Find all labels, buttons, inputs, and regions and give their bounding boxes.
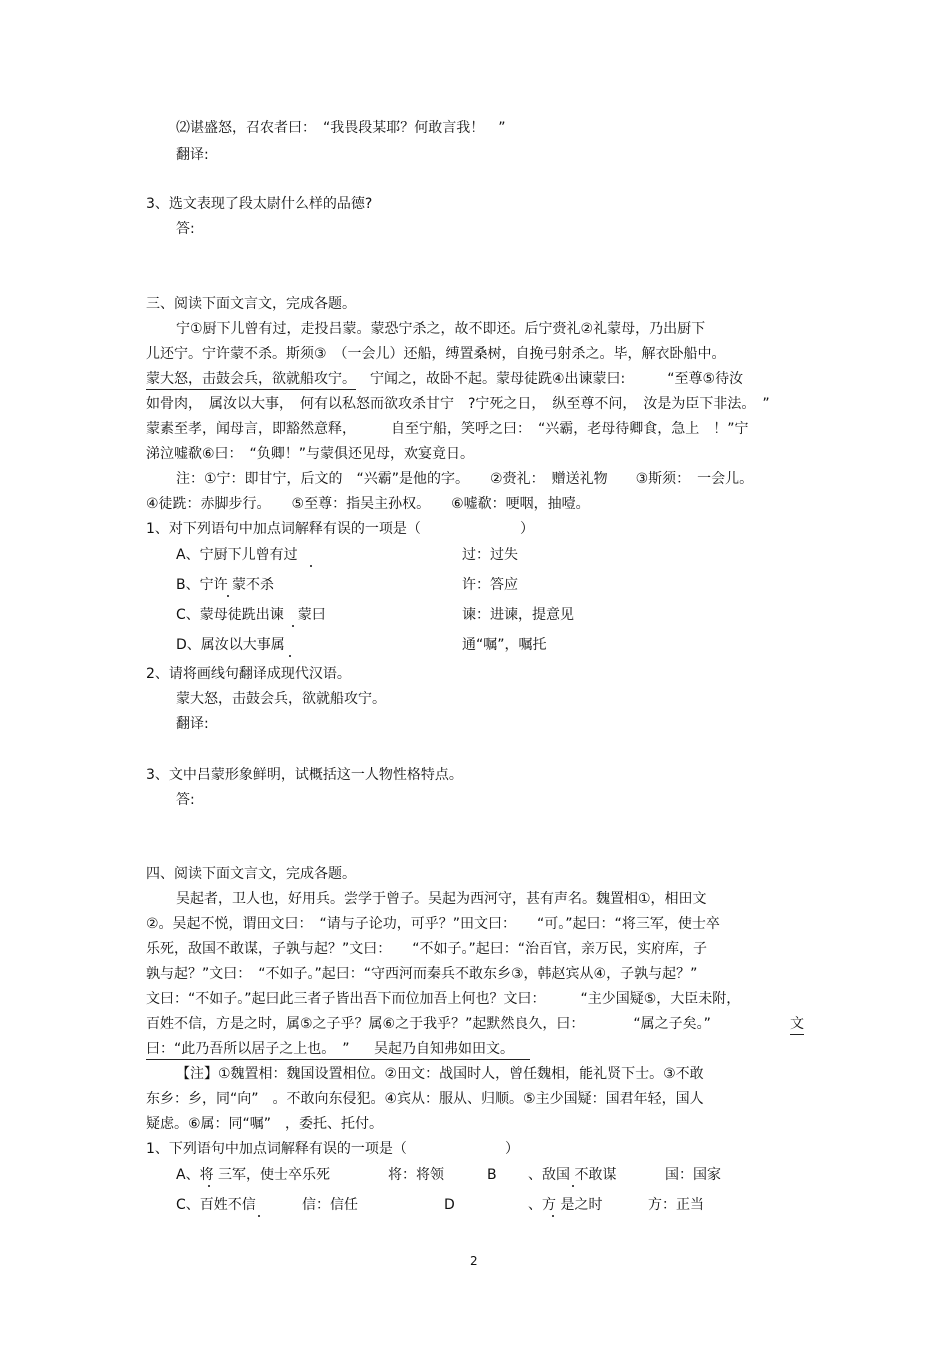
question-1: 1、下列语句中加点词解释有误的一项是（ xyxy=(146,1141,407,1157)
section-heading-3: 三、阅读下面文言文，完成各题。 xyxy=(146,296,356,312)
option-b-gloss: 国：国家 xyxy=(665,1167,721,1183)
option-a-gloss: 将：将领 xyxy=(388,1167,444,1183)
translate-label: 翻译: xyxy=(176,716,209,732)
passage-line: 蒙素至孝，闻母言，即豁然意释， 自至宁船，笑呼之曰： “兴霸，老母待卿食，急上 ！”宁 xyxy=(146,421,749,437)
option-b: B、宁许 蒙不杀 xyxy=(176,577,275,593)
option-a-gloss: 过：过失 xyxy=(462,547,518,563)
option-c-gloss: 谏：进谏，提意见 xyxy=(462,607,574,623)
option-a: A、宁厨下儿曾有过 xyxy=(176,547,298,563)
passage-line: 宁①厨下儿曾有过，走投吕蒙。蒙恐宁杀之，故不即还。后宁赍礼②礼蒙母，乃出厨下 xyxy=(176,321,706,337)
question-1: 1、对下列语句中加点词解释有误的一项是（ xyxy=(146,521,421,537)
option-c-gloss: 信：信任 xyxy=(302,1197,358,1213)
note-line: 注：①宁：即甘宁，后文的 “兴霸”是他的字。 ②赍礼： 赠送礼物 ③斯须： 一会儿。 xyxy=(176,471,754,487)
note-line: 疑虑。⑥属：同“嘱” ，委托、托付。 xyxy=(146,1116,384,1132)
question-sentence: 蒙大怒，击鼓会兵，欲就船攻宁。 xyxy=(176,691,386,707)
note-line: 【注】①魏置相：魏国设置相位。②田文：战国时人，曾任魏相，能礼贤下士。③不敢 xyxy=(176,1066,704,1082)
note-line: 东乡：乡，同“向” 。不敢向东侵犯。④宾从：服从、归顺。⑤主少国疑：国君年轻，国人 xyxy=(146,1091,704,1107)
passage-line: 宁闻之，故卧不起。蒙母徒跣④出谏蒙曰: “至尊⑤待汝 xyxy=(370,371,744,387)
section-heading-4: 四、阅读下面文言文，完成各题。 xyxy=(146,866,356,882)
option-d-gloss: 方：正当 xyxy=(648,1197,704,1213)
emphasis-dot xyxy=(258,1215,260,1217)
question-3: 3、选文表现了段太尉什么样的品德? xyxy=(146,196,373,212)
option-d-gloss: 通“嘱”，嘱托 xyxy=(462,637,547,653)
option-c: C、蒙母徒跣出谏 蒙曰 xyxy=(176,607,326,623)
option-b: 、敌国 不敢谋 xyxy=(528,1167,617,1183)
emphasis-dot xyxy=(572,1185,574,1187)
passage-line: 乐死，敌国不敢谋，子孰与起？”文曰： “不如子。”起曰：“治百官，亲万民，实府库，子 xyxy=(146,941,708,957)
emphasis-dot xyxy=(292,625,294,627)
passage-line: 儿还宁。宁许蒙不杀。斯须③ （一会儿）还船，缚置桑树，自挽弓射杀之。毕，解衣卧船中。 xyxy=(146,346,726,362)
emphasis-dot xyxy=(289,655,291,657)
passage-line: 孰与起？”文曰： “不如子。”起曰：“守西河而秦兵不敢东乡③，韩赵宾从④，子孰与起？” xyxy=(146,966,698,982)
option-d: D、属汝以大事属 xyxy=(176,637,285,653)
emphasis-dot xyxy=(227,595,229,597)
question-3: 3、文中吕蒙形象鲜明，试概括这一人物性格特点。 xyxy=(146,767,463,783)
question-2: 2、请将画线句翻译成现代汉语。 xyxy=(146,666,351,682)
passage-line: 吴起乃自知弗如田文。 xyxy=(374,1041,514,1057)
passage-line: 如骨肉， 属汝以大事， 何有以私怒而欲攻杀甘宁 ?宁死之日， 纵至尊不问， 汝是为臣下非法。 ” xyxy=(146,396,770,412)
option-b-gloss: 许：答应 xyxy=(462,577,518,593)
translate-label: 翻译: xyxy=(176,147,209,163)
emphasis-dot xyxy=(310,565,312,567)
underlined-sentence: 曰：“此乃吾所以居子之上也。 ” xyxy=(146,1039,530,1060)
answer-label: 答: xyxy=(176,221,195,237)
question-1-close: ） xyxy=(505,1141,519,1157)
passage-line: 百姓不信，方是之时，属⑤之子乎？属⑥之于我乎？”起默然良久，曰： “属之子矣。” xyxy=(146,1016,711,1032)
underlined-sentence: 蒙大怒，击鼓会兵，欲就船攻宁。 xyxy=(146,369,356,390)
passage-line: 吴起者，卫人也，好用兵。尝学于曾子。吴起为西河守，甚有声名。魏置相①，相田文 xyxy=(176,891,707,907)
answer-label: 答: xyxy=(176,792,195,808)
passage-line: 涕泣嘘欷⑥曰： “负卿！”与蒙俱还见母，欢宴竟日。 xyxy=(146,446,475,462)
question-sentence: ⑵谌盛怒，召农者曰： “我畏段某耶？何敢言我！ ” xyxy=(176,120,506,136)
passage-line: 文曰：“不如子。”起曰此三者子皆出吾下而位加吾上何也？文曰： “主少国疑⑤，大臣未附， xyxy=(146,991,741,1007)
passage-line: ②。吴起不悦，谓田文曰： “请与子论功，可乎？”田文曰： “可。”起曰：“将三军，使士卒 xyxy=(146,916,720,932)
underlined-word: 文 xyxy=(790,1014,804,1035)
page-number: 2 xyxy=(470,1254,478,1268)
option-b-letter: B xyxy=(487,1167,497,1183)
option-d: 、方 是之时 xyxy=(528,1197,603,1213)
note-line: ④徒跣：赤脚步行。 ⑤至尊：指吴主孙权。 ⑥嘘欷：哽咽，抽噎。 xyxy=(146,496,590,512)
emphasis-dot xyxy=(208,1185,210,1187)
option-c: C、百姓不信 xyxy=(176,1197,256,1213)
option-d-letter: D xyxy=(444,1197,455,1213)
question-1-close: ） xyxy=(520,521,534,537)
option-a: A、将 三军，使士卒乐死 xyxy=(176,1167,331,1183)
emphasis-dot xyxy=(552,1215,554,1217)
